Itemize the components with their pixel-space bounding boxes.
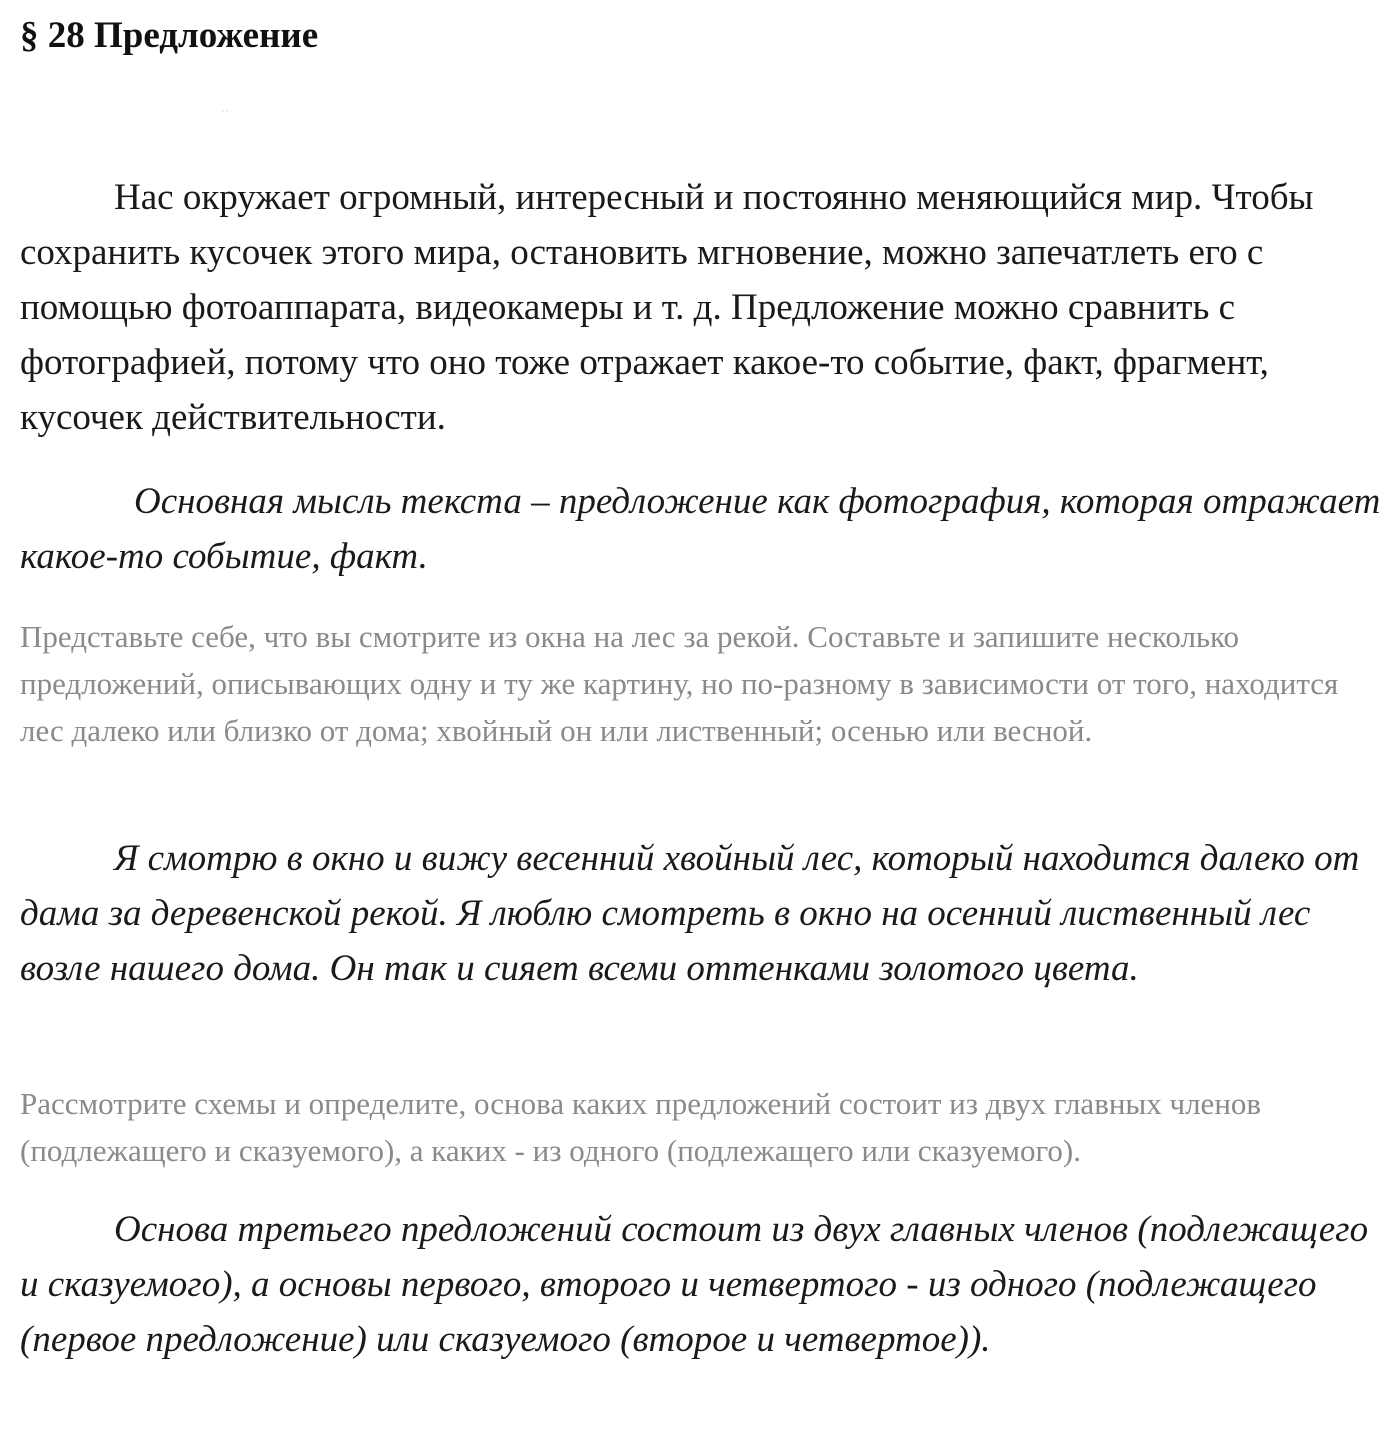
answer-sentence-schemes: Основа третьего предложений состоит из двух главных членов (подлежащего и сказуемого), а основы первого, второго и четвертого - из одного (подлежащего (первое предложение) или сказуемого (второе и четвертое)). <box>20 1209 1369 1360</box>
task-forest-description: Представьте себе, что вы смотрите из окна на лес за рекой. Составьте и запишите несколько предложений, описывающих одну и ту же картину, но по-разному в зависимости от того, находится лес далеко или близко от дома; хвойный он или лиственный; осенью или весной. <box>20 619 1339 748</box>
page-title: § 28 Предложение <box>20 15 319 56</box>
answer-forest-description: Я смотрю в окно и вижу весенний хвойный лес, который находится далеко от дама за деревенской рекой. Я люблю смотреть в окно на осенний лиственный лес возле нашего дома. Он так и сияет всеми оттенками золотого цвета. <box>20 838 1360 989</box>
answer-main-idea: Основная мысль текста – предложение как фотография, которая отражает какое-то событие, факт. <box>20 481 1381 577</box>
task-sentence-schemes: Рассмотрите схемы и определите, основа каких предложений состоит из двух главных членов (подлежащего и сказуемого), а каких - из одного (подлежащего или сказуемого). <box>20 1086 1262 1168</box>
scan-speck: ' ' <box>222 109 229 120</box>
intro-paragraph: Нас окружает огромный, интересный и постоянно меняющийся мир. Чтобы сохранить кусочек этого мира, остановить мгновение, можно запечатлеть его с помощью фотоаппарата, видеокамеры и т. д. Предложение можно сравнить с фотографией, потому что оно тоже отражает какое-то событие, факт, фрагмент, кусочек действительности. <box>20 177 1314 438</box>
